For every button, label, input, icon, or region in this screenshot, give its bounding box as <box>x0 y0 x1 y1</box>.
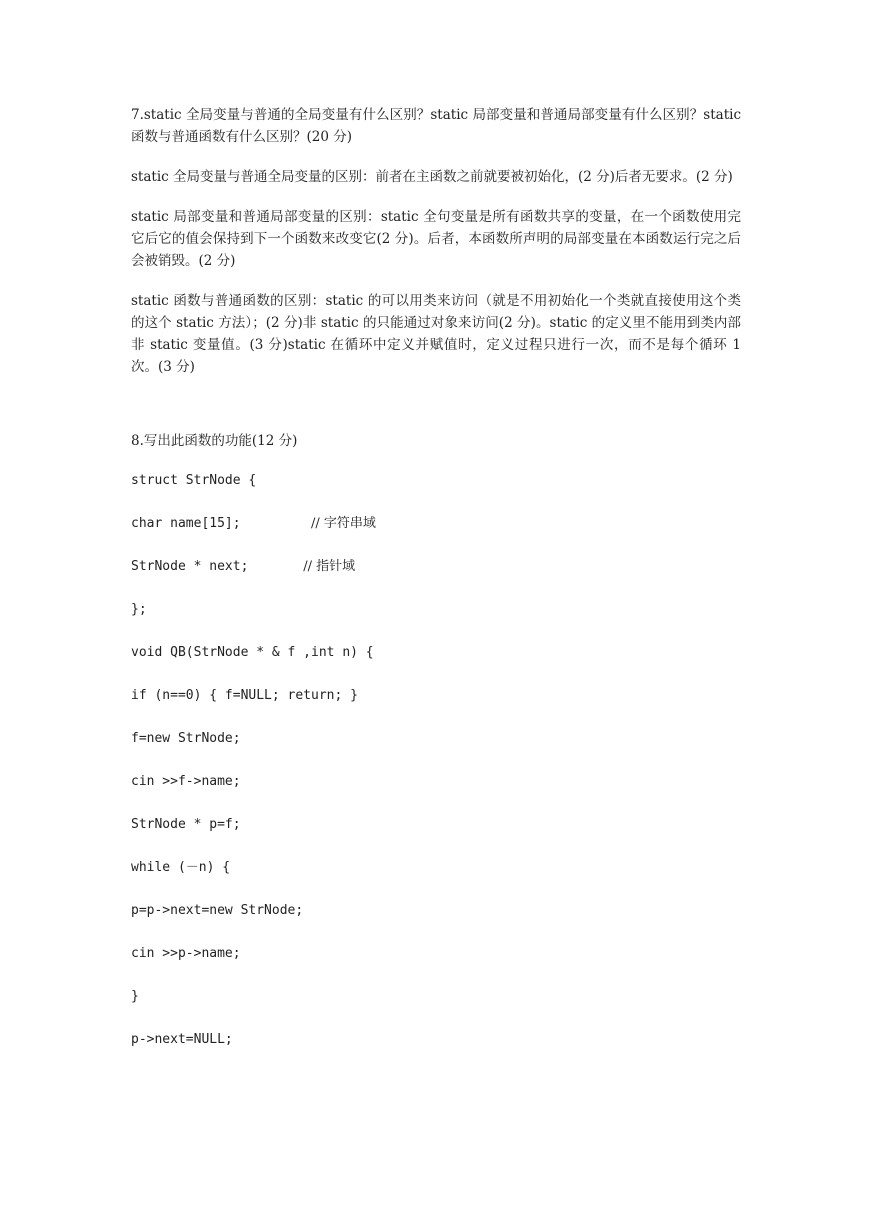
code-line-13: } <box>131 989 139 1004</box>
answer-static-function: static 函数与普通函数的区别：static 的可以用类来访问（就是不用初始化一个类就直接使用这个类的这个 static 方法）；(2 分)非 static 的只能通过对象来访问(2 分)。static 的定义里不能用到类内部非 static 变量值。(3 分)static 在循环中定义并赋值时，定义过程只进行一次，而不是每个循环 1 次。(3 分) <box>131 293 741 375</box>
code-line-3-comment: // 指针域 <box>303 559 356 574</box>
answer-static-global: static 全局变量与普通全局变量的区别：前者在主函数之前就要被初始化，(2 分)后者无要求。(2 分) <box>131 169 733 185</box>
document-page <box>131 104 741 1072</box>
question-7-title: 7.static 全局变量与普通的全局变量有什么区别？static 局部变量和普通局部变量有什么区别？static 函数与普通函数有什么区别？(20 分) <box>131 107 741 145</box>
code-line-2 <box>131 513 741 535</box>
code-line-12: cin >>p->name; <box>131 946 241 961</box>
code-line-8: cin >>f->name; <box>131 774 241 789</box>
code-line-5: void QB(StrNode * & f ,int n) { <box>131 645 374 660</box>
answer-static-local: static 局部变量和普通局部变量的区别：static 全句变量是所有函数共享的变量，在一个函数使用完它后它的值会保持到下一个函数来改变它(2 分)。后者，本函数所声明的局部变量在本函数运行完之后会被销毁。(2 分) <box>131 209 741 269</box>
code-line-1: struct StrNode { <box>131 473 257 488</box>
code-line-7: f=new StrNode; <box>131 731 241 746</box>
code-line-2-comment: // 字符串域 <box>311 516 376 531</box>
code-line-6: if (n==0) { f=NULL; return; } <box>131 688 358 703</box>
code-line-2-code: char name[15]; <box>131 516 312 531</box>
code-line-3-code: StrNode * next; <box>131 559 304 574</box>
code-line-11: p=p->next=new StrNode; <box>131 903 304 918</box>
code-line-3 <box>131 556 741 578</box>
code-line-9: StrNode * p=f; <box>131 817 241 832</box>
code-line-10: while (－n) { <box>131 860 231 875</box>
code-line-14: p->next=NULL; <box>131 1032 233 1047</box>
code-line-4: }; <box>131 602 147 617</box>
question-8-title: 8.写出此函数的功能(12 分) <box>131 433 298 449</box>
